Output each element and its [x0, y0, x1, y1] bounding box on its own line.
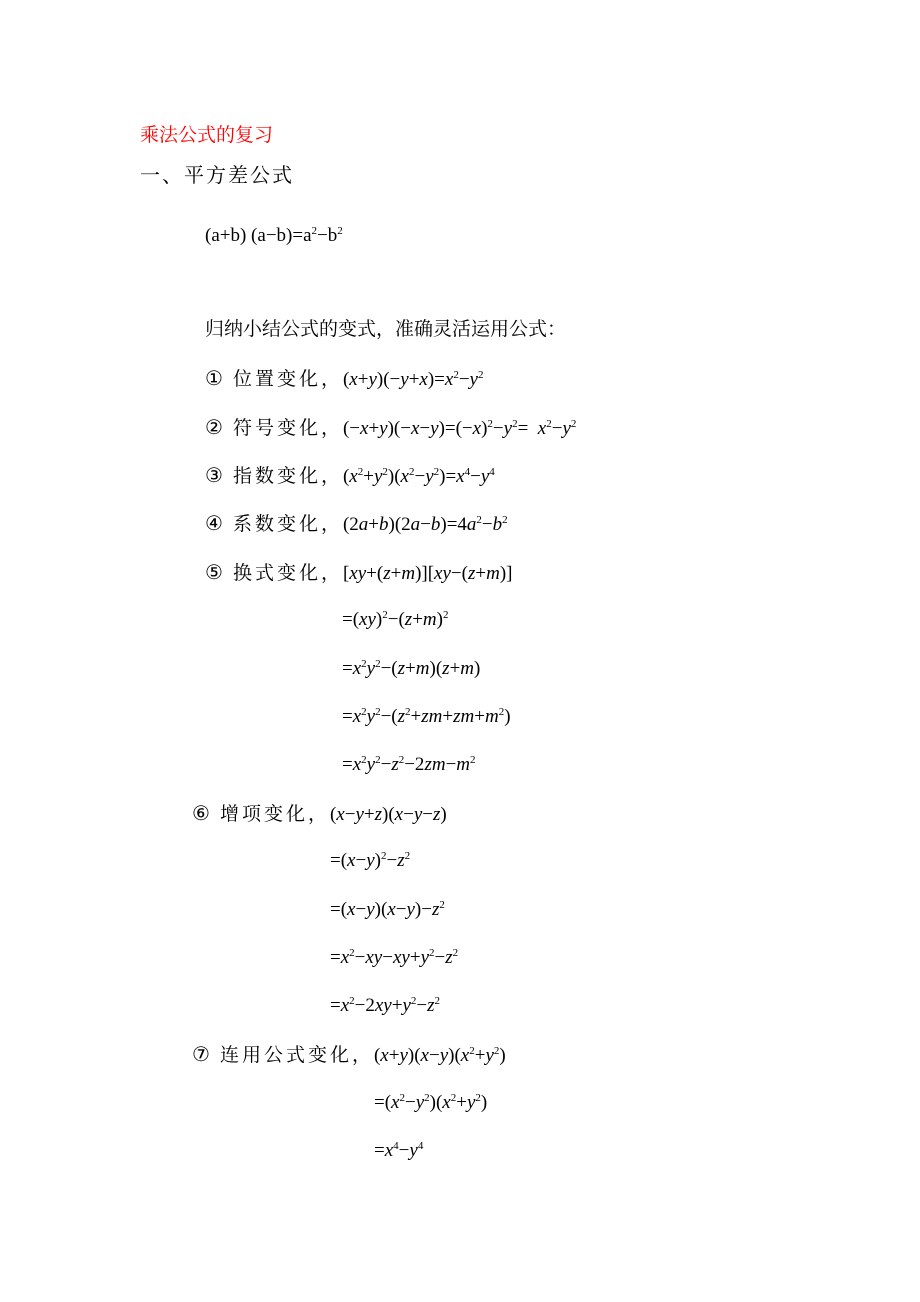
document-title: 乘法公式的复习	[140, 124, 274, 146]
item-number: ⑤	[205, 560, 223, 584]
derivation-step: $=(x^2-y^2)(x^2+y^2)$	[374, 1092, 488, 1113]
item-label: 指数变化，	[232, 465, 343, 487]
summary-intro: 归纳小结公式的变式，准确灵活运用公式：	[205, 318, 567, 340]
formula: [xy+(z+m)][xy−(z+m)]	[342, 563, 513, 584]
variation-item-7	[192, 1044, 506, 1065]
item-number: ⑦	[192, 1042, 210, 1066]
item-number: ④	[205, 511, 223, 535]
item-label: 系数变化，	[232, 513, 343, 535]
variation-item-1	[205, 368, 483, 389]
variation-item-6	[192, 803, 447, 824]
variation-item-2	[205, 417, 576, 438]
derivation-step: $=x^2-xy-xy+y^2-z^2$	[330, 947, 459, 968]
derivation-step: $=x^2-2xy+y^2-z^2$	[330, 995, 441, 1016]
formula: $(2a+b)(2a-b)=4a^2-b^2$	[342, 514, 508, 535]
item-number: ②	[205, 415, 223, 439]
formula: (x−y+z)(x−y−z)	[329, 804, 447, 825]
item-number: ①	[205, 366, 223, 390]
derivation-step: $=x^4-y^4$	[374, 1140, 424, 1161]
base-formula: (a+b) $(a-b)=a^2-b^2$	[205, 225, 343, 246]
section-heading: 一、平方差公式	[140, 163, 294, 187]
derivation-step: $=(xy)^2-(z+m)^2$	[342, 609, 449, 630]
formula: $(-x+y)(-x-y)=(-x)^2-y^2= x^2-y^2$	[342, 418, 577, 439]
item-number: ⑥	[192, 801, 210, 825]
item-label: 换式变化，	[232, 562, 343, 584]
derivation-step: $=(x-y)(x-y)-z^2$	[330, 899, 445, 920]
variation-item-5	[205, 562, 512, 583]
item-label: 连用公式变化，	[219, 1044, 374, 1066]
item-label: 位置变化，	[232, 368, 343, 390]
variation-item-4	[205, 513, 508, 534]
derivation-step: $=x^2y^2-(z+m)(z+m)$	[342, 658, 481, 679]
variation-item-3	[205, 465, 495, 486]
derivation-step: $=x^2y^2-(z^2+zm+zm+m^2)$	[342, 706, 511, 727]
derivation-step: $=x^2y^2-z^2-2zm-m^2$	[342, 754, 476, 775]
formula: $(x+y)(x-y)(x^2+y^2)$	[373, 1045, 506, 1066]
item-number: ③	[205, 463, 223, 487]
item-label: 增项变化，	[219, 803, 330, 825]
item-label: 符号变化，	[232, 417, 343, 439]
formula: $(x+y)(-y+x)=x^2-y^2$	[342, 369, 484, 390]
formula: $(x^2+y^2)(x^2-y^2)=x^4-y^4$	[342, 466, 495, 487]
derivation-step: $=(x-y)^2-z^2$	[330, 850, 411, 871]
